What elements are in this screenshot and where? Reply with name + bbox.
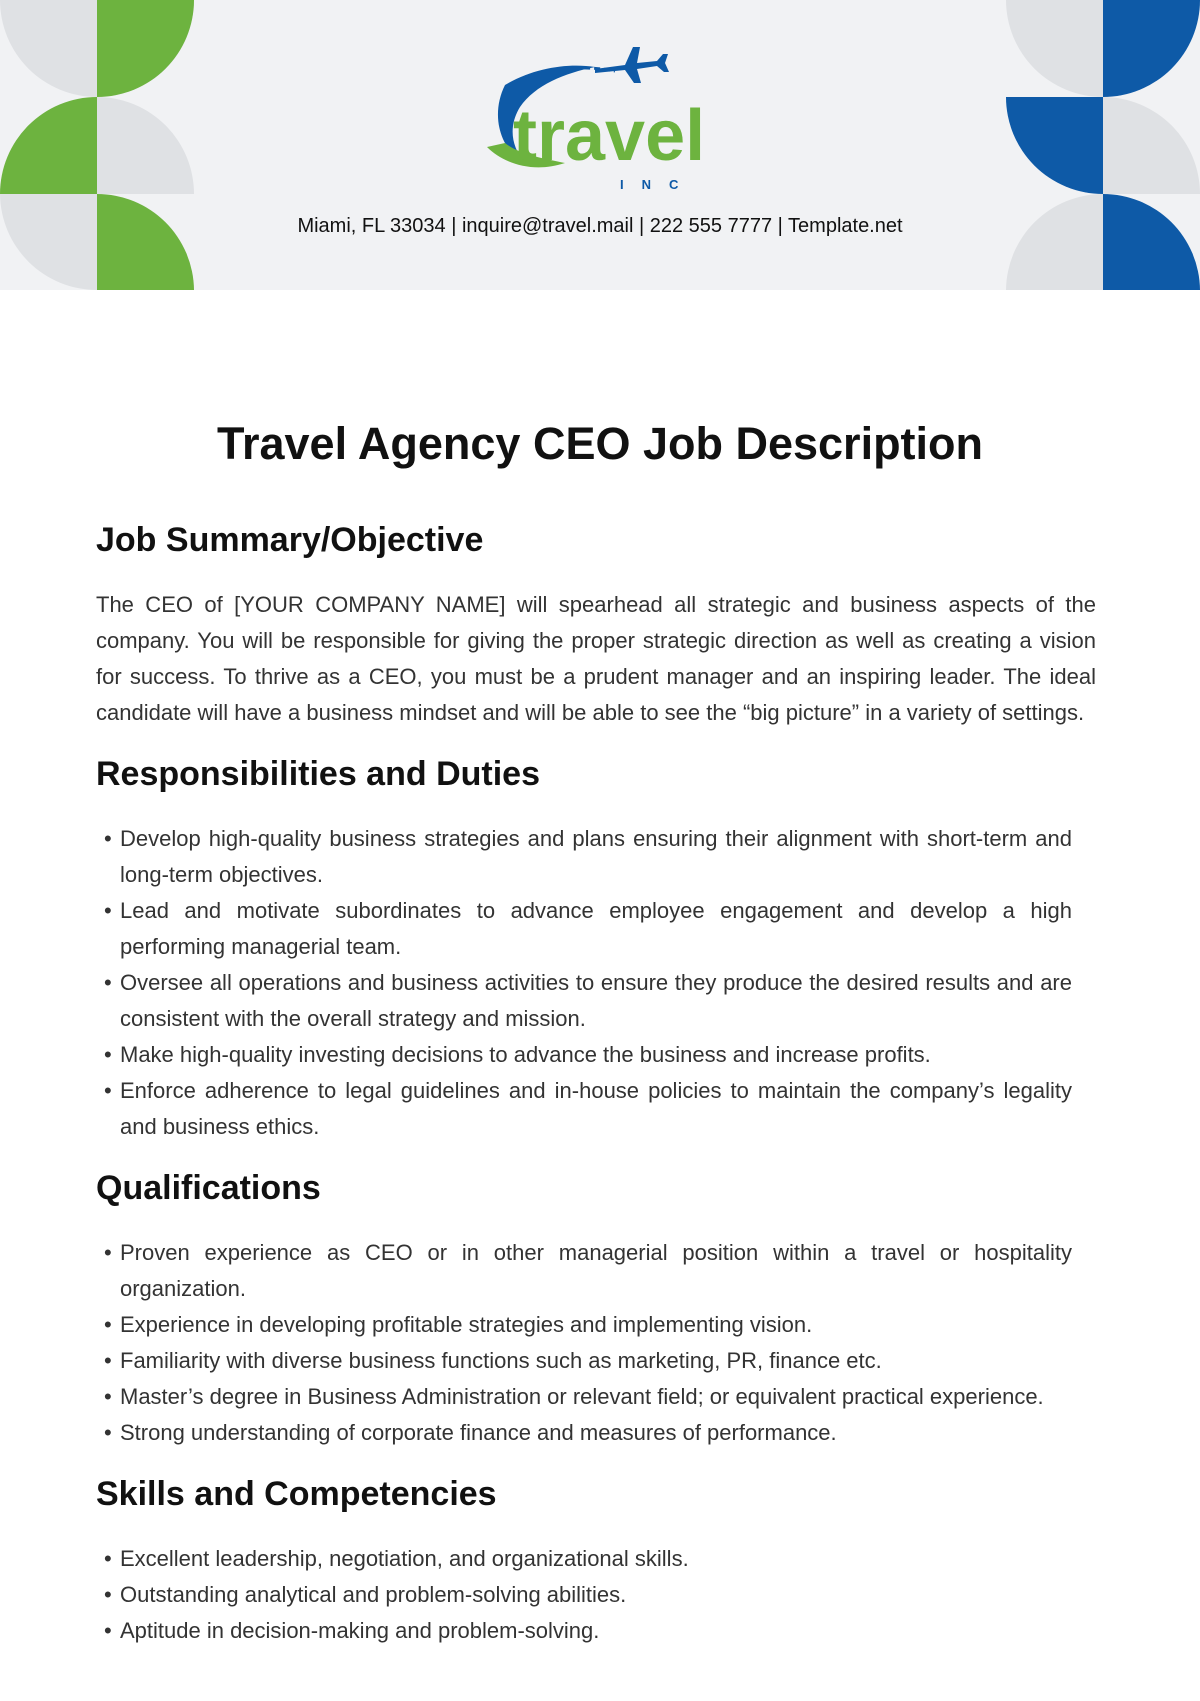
skills-heading: Skills and Competencies (96, 1475, 497, 1513)
document-body (96, 515, 1096, 1667)
list-item: • Make high-quality investing decisions to advance the business and increase profits. (104, 1037, 1072, 1073)
summary-heading: Job Summary/Objective (96, 521, 484, 559)
contact-line: Miami, FL 33034 | inquire@travel.mail | 222 555 7777 | Template.net (297, 215, 903, 237)
list-item: • Familiarity with diverse business functions such as marketing, PR, finance etc. (104, 1343, 1072, 1379)
list-item: • Oversee all operations and business activities to ensure they produce the desired results and are consistent with the overall strategy and mission. (104, 965, 1072, 1037)
qualifications-heading: Qualifications (96, 1169, 321, 1207)
list-item: • Strong understanding of corporate finance and measures of performance. (104, 1415, 1072, 1451)
skills-list (96, 1541, 1096, 1649)
summary-paragraph: The CEO of [YOUR COMPANY NAME] will spearhead all strategic and business aspects of the company. You will be responsible for giving the proper strategic direction as well as creating a vision for success. To thrive as a CEO, you must be a prudent manager and an inspiring leader. The ideal candidate will have a business mindset and will be able to see the “big picture” in a variety of settings. (96, 592, 1096, 725)
qualifications-section (96, 1163, 1096, 1451)
responsibilities-list (96, 821, 1096, 1145)
deco-green-quarter-bottom (97, 194, 194, 290)
list-item: • Proven experience as CEO or in other managerial position within a travel or hospitality organization. (104, 1235, 1072, 1307)
logo-wordmark: travel (513, 96, 706, 176)
list-item: • Aptitude in decision-making and problem-solving. (104, 1613, 1072, 1649)
list-item: • Excellent leadership, negotiation, and organizational skills. (104, 1541, 1072, 1577)
responsibilities-section (96, 749, 1096, 1145)
skills-section (96, 1469, 1096, 1649)
list-item: • Develop high-quality business strategies and plans ensuring their alignment with short-term and long-term objectives. (104, 821, 1072, 893)
logo-subtext: INC (620, 177, 697, 192)
letterhead (0, 0, 1200, 290)
page-title: Travel Agency CEO Job Description (216, 418, 984, 469)
deco-blue-quarter-top (1103, 0, 1200, 97)
deco-green-quarter-top (97, 0, 194, 97)
list-item: • Outstanding analytical and problem-solving abilities. (104, 1577, 1072, 1613)
list-item: • Experience in developing profitable strategies and implementing vision. (104, 1307, 1072, 1343)
list-item: • Master’s degree in Business Administration or relevant field; or equivalent practical experience. (104, 1379, 1072, 1415)
responsibilities-heading: Responsibilities and Duties (96, 755, 540, 793)
deco-gray-quarter-mid (1103, 97, 1200, 194)
airplane-icon (595, 47, 669, 83)
left-decoration (0, 0, 200, 290)
summary-section (96, 515, 1096, 731)
deco-blue-quarter-bottom (1103, 194, 1200, 290)
deco-green-quarter-mid (0, 97, 97, 194)
travel-logo (465, 45, 735, 205)
qualifications-list (96, 1235, 1096, 1451)
deco-gray-quarter-bottom (0, 194, 97, 290)
list-item: • Enforce adherence to legal guidelines and in-house policies to maintain the company’s legality and business ethics. (104, 1073, 1072, 1145)
list-item: • Lead and motivate subordinates to advance employee engagement and develop a high performing managerial team. (104, 893, 1072, 965)
deco-blue-quarter-mid (1006, 97, 1103, 194)
right-decoration (1000, 0, 1200, 290)
deco-gray-quarter-bottom (1006, 194, 1103, 290)
deco-gray-quarter-mid (97, 97, 194, 194)
deco-gray-quarter-top (1006, 0, 1103, 97)
